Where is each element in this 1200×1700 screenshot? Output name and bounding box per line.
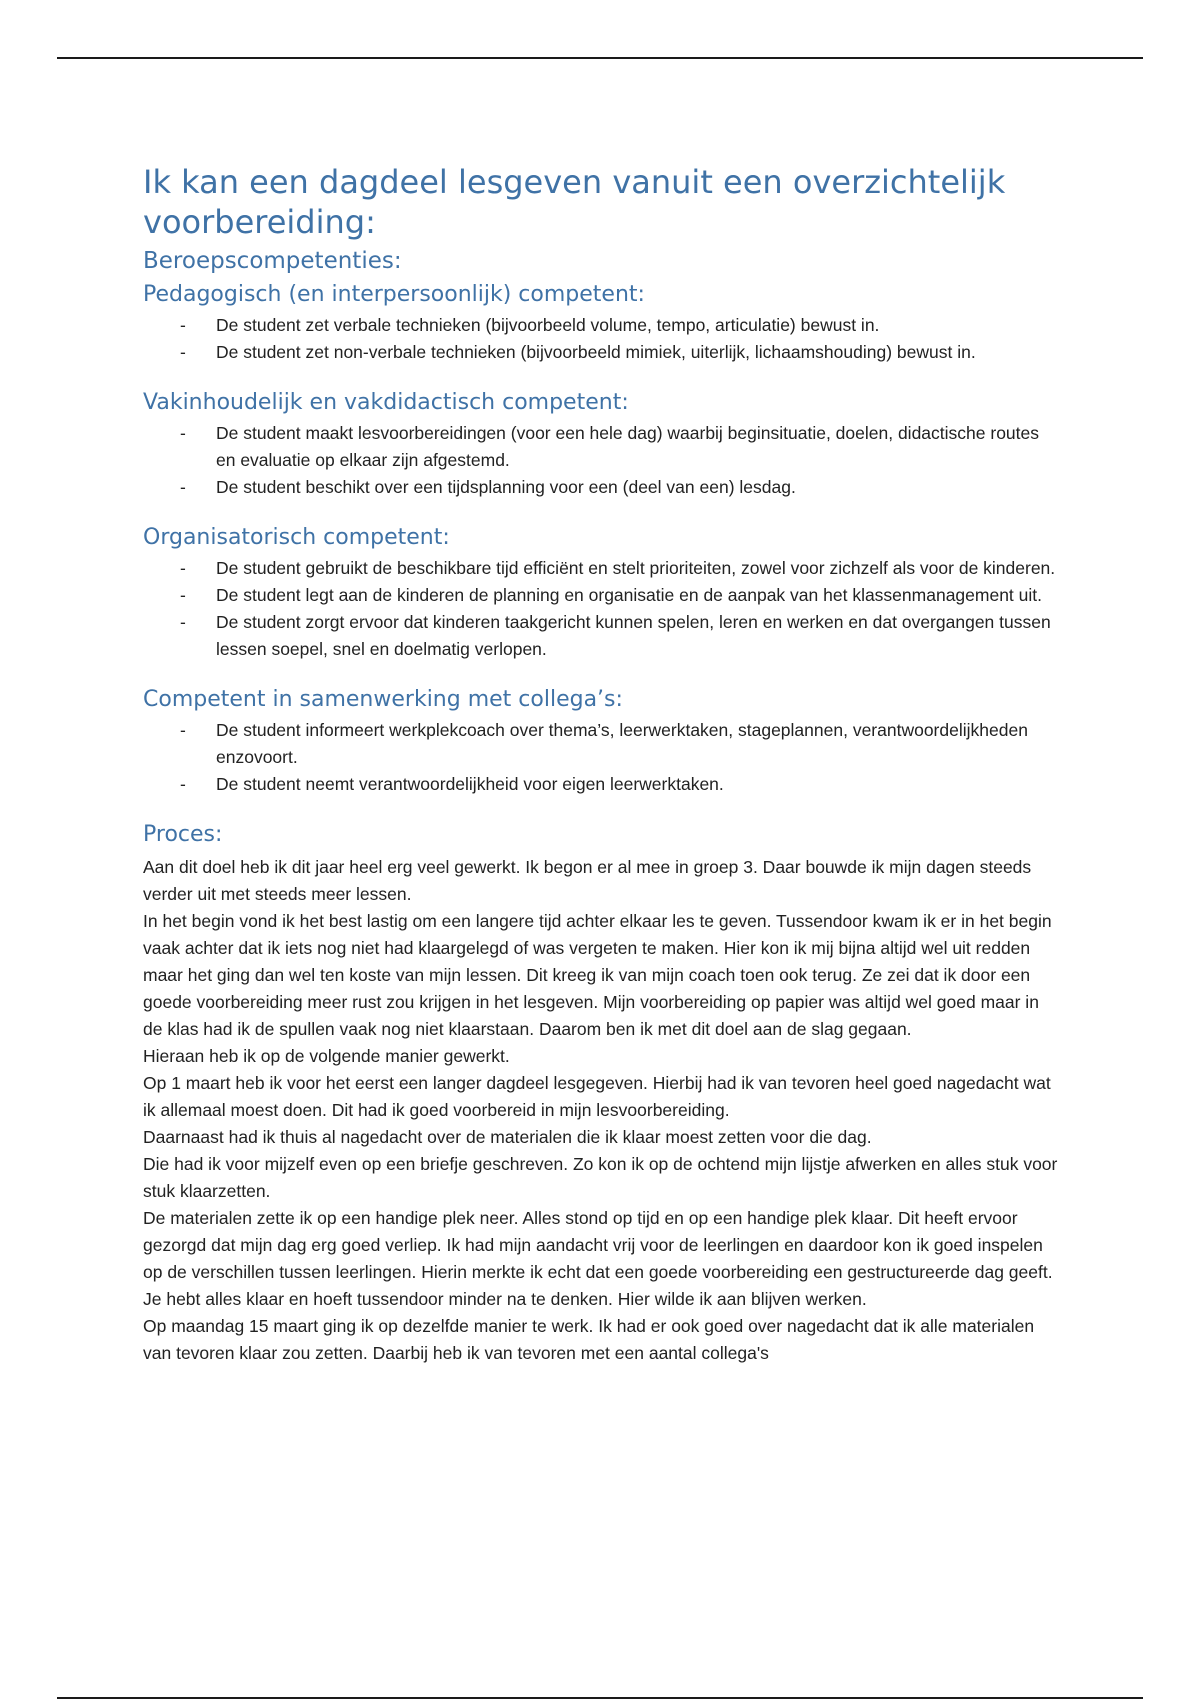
bullet-list <box>143 555 1063 663</box>
paragraph: In het begin vond ik het best lastig om een langere tijd achter elkaar les te geven. Tussendoor kwam ik er in het begin vaak achter dat ik iets nog niet had klaargelegd of was vergeten te maken. Hier kon ik mij bijna altijd wel uit redden maar het ging dan wel ten koste van mijn lessen. Dit kreeg ik van mijn coach toen ook terug. Ze zei dat ik door een goede voorbereiding meer rust zou krijgen in het lesgeven. Mijn voorbereiding op papier was altijd wel goed maar in de klas had ik de spullen vaak nog niet klaarstaan. Daarom ben ik met dit doel aan de slag gegaan. <box>143 911 1052 1039</box>
header-rule <box>57 57 1143 59</box>
document-body <box>143 162 1063 1367</box>
section-vakinhoudelijk <box>143 388 1063 501</box>
list-item-text: De student zet verbale technieken (bijvoorbeeld volume, tempo, articulatie) bewust in. <box>216 315 880 335</box>
list-item <box>143 420 1063 474</box>
list-item <box>143 312 1063 339</box>
list-item <box>143 609 1063 663</box>
paragraph: Op maandag 15 maart ging ik op dezelfde manier te werk. Ik had er ook goed over nagedacht dat ik alle materialen van tevoren klaar zou zetten. Daarbij heb ik van tevoren met een aantal collega's <box>143 1316 1035 1363</box>
bullet-list <box>143 717 1063 798</box>
list-item <box>143 555 1063 582</box>
list-item <box>143 474 1063 501</box>
paragraph: Hieraan heb ik op de volgende manier gewerkt. <box>143 1046 510 1066</box>
list-item <box>143 339 1063 366</box>
footer-rule <box>57 1697 1143 1699</box>
bullet-list <box>143 420 1063 501</box>
bullet-list <box>143 312 1063 366</box>
section-pedagogisch <box>143 280 1063 366</box>
list-item <box>143 717 1063 771</box>
proces-text <box>143 854 1063 1367</box>
list-item-text: De student maakt lesvoorbereidingen (voor een hele dag) waarbij beginsituatie, doelen, didactische routes en evaluatie op elkaar zijn afgestemd. <box>216 423 1040 470</box>
section-heading: Vakinhoudelijk en vakdidactisch competent: <box>143 390 629 415</box>
paragraph: Daarnaast had ik thuis al nagedacht over de materialen die ik klaar moest zetten voor die dag. <box>143 1127 872 1147</box>
section-heading: Organisatorisch competent: <box>143 525 450 550</box>
document-title: Ik kan een dagdeel lesgeven vanuit een overzichtelijk voorbereiding: <box>143 163 1006 241</box>
section-heading: Pedagogisch (en interpersoonlijk) competent: <box>143 282 645 307</box>
list-item <box>143 582 1063 609</box>
list-item-text: De student zorgt ervoor dat kinderen taakgericht kunnen spelen, leren en werken en dat overgangen tussen lessen soepel, snel en doelmatig verlopen. <box>216 612 1051 659</box>
competencies-heading: Beroepscompetenties: <box>143 248 402 274</box>
list-item-text: De student neemt verantwoordelijkheid voor eigen leerwerktaken. <box>216 774 724 794</box>
bullet-dash: - <box>180 720 186 740</box>
paragraph: Aan dit doel heb ik dit jaar heel erg veel gewerkt. Ik begon er al mee in groep 3. Daar bouwde ik mijn dagen steeds verder uit met steeds meer lessen. <box>143 857 1032 904</box>
bullet-dash: - <box>180 477 186 497</box>
paragraph: Die had ik voor mijzelf even op een briefje geschreven. Zo kon ik op de ochtend mijn lijstje afwerken en alles stuk voor stuk klaarzetten. <box>143 1154 1058 1201</box>
proces-heading: Proces: <box>143 822 223 847</box>
bullet-dash: - <box>180 612 186 632</box>
paragraph: De materialen zette ik op een handige plek neer. Alles stond op tijd en op een handige plek klaar. Dit heeft ervoor gezorgd dat mijn dag erg goed verliep. Ik had mijn aandacht vrij voor de leerlingen en daardoor kon ik goed inspelen op de verschillen tussen leerlingen. Hierin merkte ik echt dat een goede voorbereiding een gestructureerde dag geeft. Je hebt alles klaar en hoeft tussendoor minder na te denken. Hier wilde ik aan blijven werken. <box>143 1208 1053 1309</box>
list-item-text: De student beschikt over een tijdsplanning voor een (deel van een) lesdag. <box>216 477 796 497</box>
section-organisatorisch <box>143 523 1063 663</box>
bullet-dash: - <box>180 315 186 335</box>
bullet-dash: - <box>180 342 186 362</box>
bullet-dash: - <box>180 423 186 443</box>
list-item-text: De student zet non-verbale technieken (bijvoorbeeld mimiek, uiterlijk, lichaamshouding) bewust in. <box>216 342 976 362</box>
list-item-text: De student gebruikt de beschikbare tijd efficiënt en stelt prioriteiten, zowel voor zichzelf als voor de kinderen. <box>216 558 1056 578</box>
bullet-dash: - <box>180 558 186 578</box>
bullet-dash: - <box>180 774 186 794</box>
list-item-text: De student informeert werkplekcoach over thema’s, leerwerktaken, stageplannen, verantwoordelijkheden enzovoort. <box>216 720 1028 767</box>
section-samenwerking <box>143 685 1063 798</box>
list-item-text: De student legt aan de kinderen de planning en organisatie en de aanpak van het klassenmanagement uit. <box>216 585 1043 605</box>
paragraph: Op 1 maart heb ik voor het eerst een langer dagdeel lesgegeven. Hierbij had ik van tevoren heel goed nagedacht wat ik allemaal moest doen. Dit had ik goed voorbereid in mijn lesvoorbereiding. <box>143 1073 1051 1120</box>
section-proces <box>143 820 1063 1367</box>
section-heading: Competent in samenwerking met collega’s: <box>143 687 623 712</box>
bullet-dash: - <box>180 585 186 605</box>
list-item <box>143 771 1063 798</box>
